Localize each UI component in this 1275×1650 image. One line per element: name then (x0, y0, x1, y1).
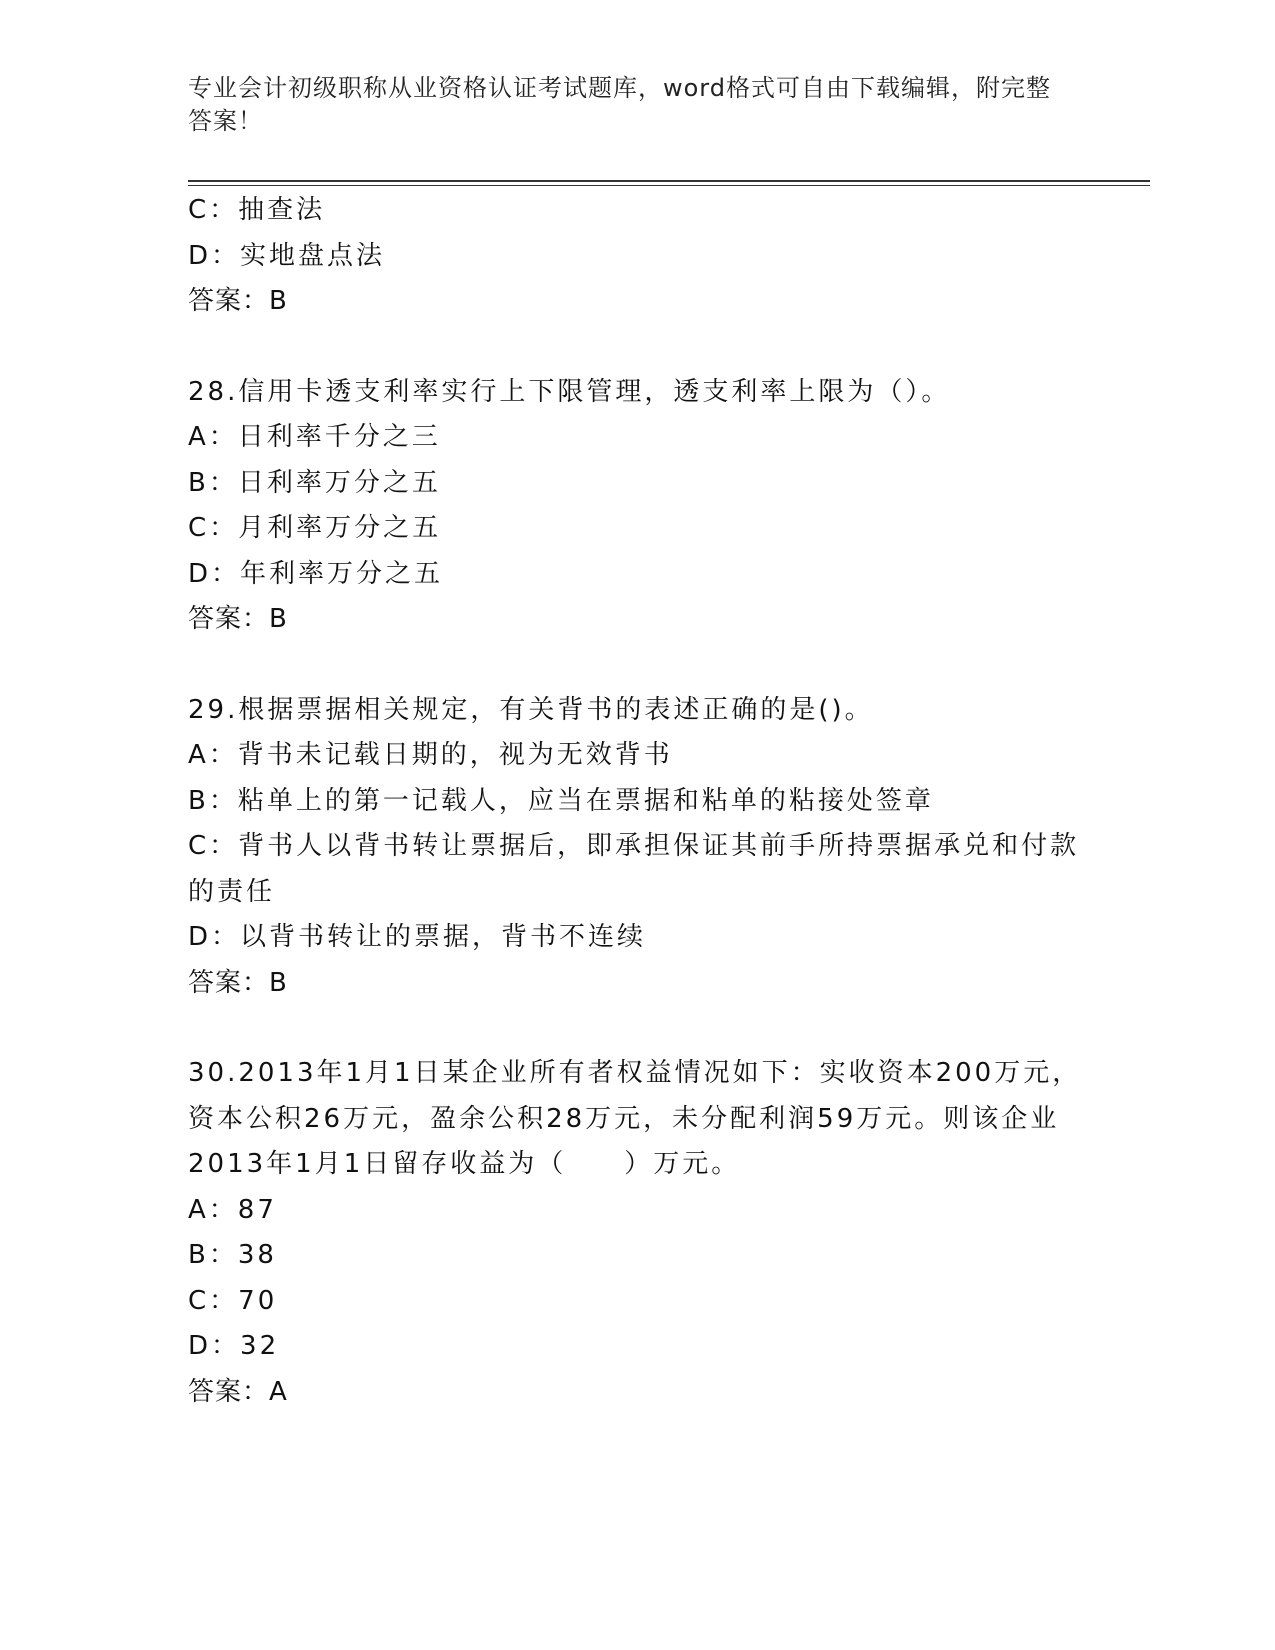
answer-line: 答案：B (188, 286, 288, 316)
question-block (188, 370, 1088, 643)
option-d: D：32 (188, 1331, 280, 1361)
question-text: 30.2013年1月1日某企业所有者权益情况如下：实收资本200万元，资本公积26万元，盈余公积28万元，未分配利润59万元。则该企业2013年1月1日留存收益为（ ）万元。 (188, 1058, 1082, 1179)
question-text: 29.根据票据相关规定，有关背书的表述正确的是()。 (188, 694, 874, 725)
header-divider (188, 180, 1150, 186)
option-a: A：背书未记载日期的，视为无效背书 (188, 740, 673, 770)
option-b: B：日利率万分之五 (188, 467, 441, 498)
option-d: D：实地盘点法 (188, 240, 386, 271)
option-d: D：以背书转让的票据，背书不连续 (188, 922, 647, 952)
option-c: C：背书人以背书转让票据后，即承担保证其前手所持票据承兑和付款的责任 (188, 831, 1080, 907)
option-a: A：87 (188, 1194, 277, 1225)
answer-line: 答案：B (188, 604, 288, 634)
question-block (188, 1051, 1088, 1415)
option-b: B：粘单上的第一记载人，应当在票据和粘单的粘接处签章 (188, 785, 934, 816)
document-header: 专业会计初级职称从业资格认证考试题库，word格式可自由下载编辑，附完整答案！ (188, 74, 1051, 135)
option-c: C：月利率万分之五 (188, 513, 442, 543)
option-c: C：70 (188, 1285, 278, 1316)
question-list (188, 188, 1088, 1415)
question-block (188, 688, 1088, 1007)
option-d: D：年利率万分之五 (188, 558, 444, 589)
option-a: A：日利率千分之三 (188, 422, 441, 452)
question-block (188, 188, 1088, 325)
answer-line: 答案：A (188, 1376, 288, 1407)
question-text: 28.信用卡透支利率实行上下限管理，透支利率上限为（）。 (188, 376, 951, 407)
answer-line: 答案：B (188, 967, 288, 998)
option-c: C：抽查法 (188, 195, 326, 225)
option-b: B：38 (188, 1240, 277, 1270)
